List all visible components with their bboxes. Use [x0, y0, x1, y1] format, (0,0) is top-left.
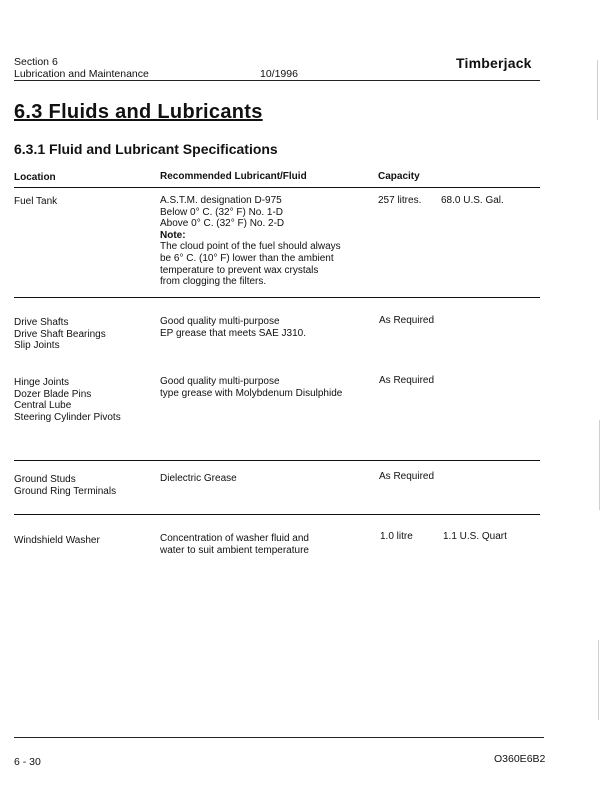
capacity-cell: As Required: [379, 375, 435, 386]
column-header-lubricant: Recommended Lubricant/Fluid: [160, 171, 307, 182]
table-row-windshield-washer: Windshield Washer: [14, 535, 100, 546]
brand-logo: Timberjack: [456, 55, 532, 71]
scan-mark: [598, 640, 599, 720]
document-code: O360E6B2: [494, 753, 546, 765]
capacity-cell: 1.0 litre: [380, 531, 413, 542]
table-header-rule: [14, 187, 540, 188]
table-row-ground-studs: Ground Studs Ground Ring Terminals: [14, 474, 117, 497]
page-number: 6 - 30: [14, 756, 41, 768]
scan-mark: [599, 420, 600, 510]
capacity-alt-cell: 68.0 U.S. Gal.: [441, 195, 504, 206]
capacity-cell: 257 litres.: [378, 195, 422, 206]
note-label: Note:: [160, 229, 186, 241]
row-divider: [14, 297, 540, 298]
location-cell: Fuel Tank: [14, 196, 58, 207]
row-divider: [14, 460, 540, 461]
section-label: Section 6: [14, 56, 58, 68]
footer-rule: [14, 737, 544, 738]
subsection-label: Lubrication and Maintenance: [14, 68, 149, 80]
capacity-cell: As Required: [379, 471, 435, 482]
column-header-location: Location: [14, 172, 56, 183]
lubricant-cell: A.S.T.M. designation D-975 Below 0° C. (32° F) No. 1-D Above 0° C. (32° F) No. 2-D Note: The cloud point of the fuel should always be 6° C. (10° F) lower than the ambient temperature to prevent wax crystals from clogging the filters.: [160, 195, 341, 288]
column-header-capacity: Capacity: [378, 171, 420, 182]
lubricant-cell: Good quality multi-purpose EP grease that meets SAE J310.: [160, 316, 307, 339]
page-title: 6.3 Fluids and Lubricants: [14, 101, 263, 123]
section-subtitle: 6.3.1 Fluid and Lubricant Specifications: [14, 141, 278, 157]
table-row-hinge-joints: Hinge Joints Dozer Blade Pins Central Lube Steering Cylinder Pivots: [14, 377, 121, 423]
lubricant-cell: Good quality multi-purpose type grease with Molybdenum Disulphide: [160, 376, 343, 399]
row-divider: [14, 514, 540, 515]
capacity-cell: As Required: [379, 315, 435, 326]
table-row-drive-shafts: Drive Shafts Drive Shaft Bearings Slip Joints: [14, 317, 106, 352]
lubricant-cell: Concentration of washer fluid and water to suit ambient temperature: [160, 533, 309, 556]
header-rule: [14, 80, 540, 81]
header-date: 10/1996: [260, 68, 298, 80]
scan-mark: [597, 60, 598, 120]
lubricant-cell: Dielectric Grease: [160, 473, 237, 484]
capacity-alt-cell: 1.1 U.S. Quart: [443, 531, 507, 542]
table-row-fuel-tank: [14, 196, 57, 208]
